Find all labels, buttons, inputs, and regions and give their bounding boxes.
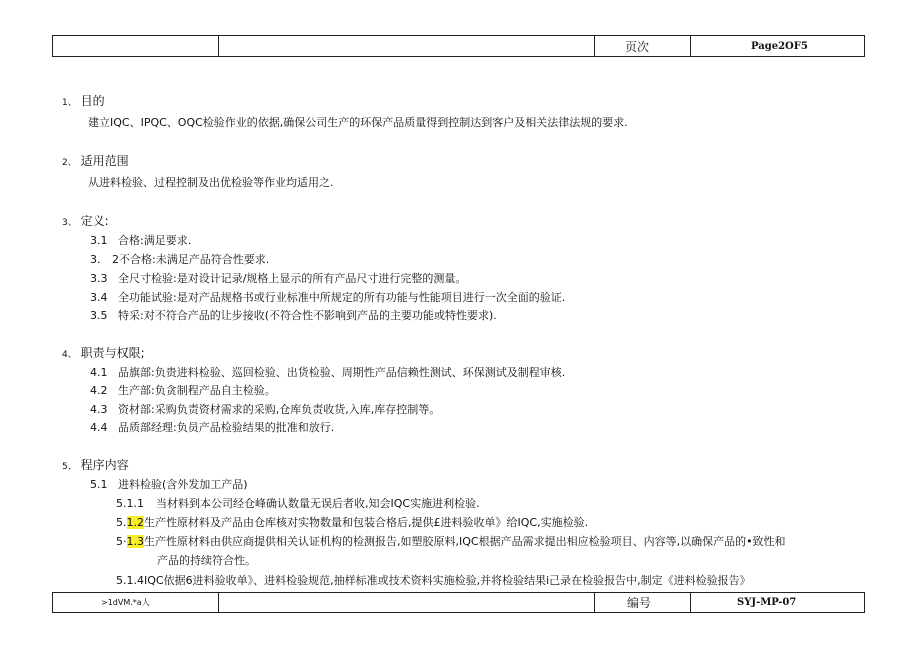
section-2-body: 从进料检验、过程控制及出优检验等作业均适用之. xyxy=(88,176,334,189)
section-title: 目的 xyxy=(80,94,105,108)
sub-item: 5.1.2生产性原材料及产品由仓库核对实物数量和包装合格后,提供£进料验收单》给IQC,实施检验. xyxy=(116,516,589,529)
list-item: 5.1 进料检验(含外发加工产品) xyxy=(90,478,248,491)
highlight-mark: 1.3 xyxy=(126,535,144,548)
list-item: 3.1 合格:满足要求. xyxy=(90,234,192,247)
section-5-heading xyxy=(62,458,129,474)
list-item: 3.3 全尺寸检验:是对设计记录/规格上显示的所有产品尺寸进行完整的测量。 xyxy=(90,272,467,285)
page-value: Page2OF5 xyxy=(691,36,865,57)
section-number: 3、 xyxy=(62,218,77,228)
code-label: 编号 xyxy=(595,593,691,613)
section-number: 1、 xyxy=(62,98,77,108)
list-item: 4.3 资材部:采购负责资材需求的采购,仓库负责收货,入库,库存控制等。 xyxy=(90,403,441,416)
footer-table xyxy=(52,592,865,613)
sub-item: 5.1.1 当材料到本公司经仓峰确认数量无误后者收,知会IQC实施进利检验. xyxy=(116,497,480,510)
section-title: 适用范围 xyxy=(80,154,129,168)
list-item: 4.4 品质部经理:负员产品检验结果的批准和放行. xyxy=(90,421,335,434)
list-item: 3.5 特采:对不符合产品的让步接收(不符合性不影响到产品的主要功能或特性要求). xyxy=(90,309,497,322)
page-label: 页次 xyxy=(595,36,691,57)
section-number: 2、 xyxy=(62,158,77,168)
section-number: 4、 xyxy=(62,350,77,360)
header-cell-2 xyxy=(219,36,595,57)
header-cell-1 xyxy=(53,36,219,57)
section-title: 程序内容 xyxy=(80,458,129,472)
header-table xyxy=(52,35,865,57)
footer-cell-2 xyxy=(219,593,595,613)
section-title: 定义: xyxy=(80,214,109,228)
list-item: 3. 2不合格:未满足产品符合性要求. xyxy=(90,253,270,266)
sub-item: 5.1.4IQC依据6进料验收单》、进料检验规范,抽样标准或技术资料实施检验,并将检验结果i己录在检验报告中,制定《进料检验报告》 xyxy=(116,574,751,587)
section-1-body: 建立IQC、IPQC、OQC检验作业的依据,确保公司生产的环保产品质量得到控制达到客户及相关法律法规的要求. xyxy=(88,116,628,129)
sub-item: 5·1.3生产性原材料由供应商提供相关认证机构的检测报告,如塑胶原料,IQC根据产品需求提出相应检验项目、内容等,以确保产品的•致性和 xyxy=(116,535,786,548)
section-3-heading xyxy=(62,214,109,230)
section-1-heading xyxy=(62,94,105,110)
code-value: SYJ-MP-07 xyxy=(691,593,865,613)
section-4-heading xyxy=(62,346,145,362)
section-number: 5、 xyxy=(62,462,77,472)
list-item: 4.1 品旗部:负贵进料检验、巡回检验、出货检验、周期性产品信赖性测试、环保测试及制程审核. xyxy=(90,366,566,379)
footer-cell-1: >1dVM.*a人 xyxy=(53,593,219,613)
section-2-heading xyxy=(62,154,129,170)
list-item: 3.4 全功能试验:是对产品规格书或行业标准中所规定的所有功能与性能项目进行一次全面的验证. xyxy=(90,291,566,304)
sub-item-continuation: 产品的持续符合性。 xyxy=(157,554,256,567)
list-item: 4.2 生产部:负贪制程产品自主检验。 xyxy=(90,384,276,397)
section-title: 职责与权限; xyxy=(80,346,145,360)
highlight-mark: 1.2 xyxy=(126,516,144,529)
